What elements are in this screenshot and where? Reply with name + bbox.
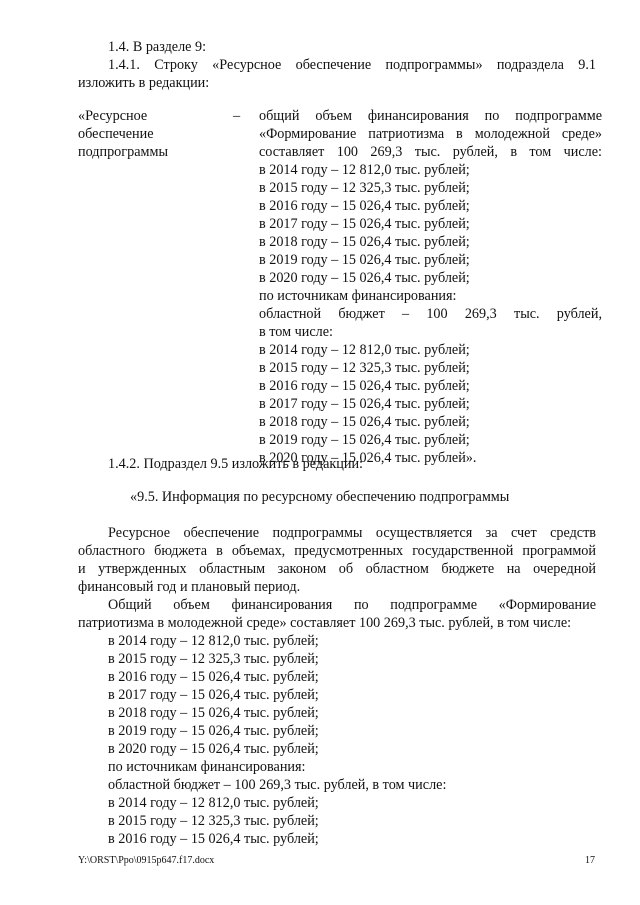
table-right-line: составляет 100 269,3 тыс. рублей, в том числе: (259, 144, 602, 160)
table-right-line: в том числе: (259, 324, 333, 340)
table-right-line: «Формирование патриотизма в молодежной среде» (259, 126, 602, 142)
table-right-line: в 2018 году – 15 026,4 тыс. рублей; (259, 234, 470, 250)
table-right-line: областной бюджет – 100 269,3 тыс. рублей, (259, 306, 602, 322)
funding-line: в 2015 году – 12 325,3 тыс. рублей; (108, 651, 319, 667)
item-1-4-1-line1: 1.4.1. Строку «Ресурсное обеспечение подпрограммы» подраздела 9.1 (108, 57, 596, 73)
table-left-line: подпрограммы (78, 144, 168, 160)
table-right-line: в 2014 году – 12 812,0 тыс. рублей; (259, 342, 470, 358)
paragraph1-line: областного бюджета в объемах, предусмотренных государственной программой (78, 543, 596, 559)
funding-line: по источникам финансирования: (108, 759, 306, 775)
paragraph2-line: патриотизма в молодежной среде» составляет 100 269,3 тыс. рублей, в том числе: (78, 615, 572, 631)
table-left-line: «Ресурсное (78, 108, 148, 124)
table-right-line: в 2017 году – 15 026,4 тыс. рублей; (259, 396, 470, 412)
funding-line: в 2018 году – 15 026,4 тыс. рублей; (108, 705, 319, 721)
table-right-line: в 2019 году – 15 026,4 тыс. рублей; (259, 432, 470, 448)
paragraph1-line: и утвержденных областным законом об областном бюджете на очередной (78, 561, 596, 577)
table-left-cell (78, 107, 208, 161)
table-right-line: в 2020 году – 15 026,4 тыс. рублей». (259, 450, 477, 466)
funding-line: в 2014 году – 12 812,0 тыс. рублей; (108, 795, 319, 811)
table-right-line: в 2014 году – 12 812,0 тыс. рублей; (259, 162, 470, 178)
table-right-line: в 2018 году – 15 026,4 тыс. рублей; (259, 414, 470, 430)
table-dash: – (233, 108, 241, 124)
table-left-line: обеспечение (78, 126, 154, 142)
footer-page-number: 17 (585, 855, 595, 866)
section-heading: 1.4. В разделе 9: (108, 39, 207, 55)
table-right-line: в 2015 году – 12 325,3 тыс. рублей; (259, 360, 470, 376)
funding-line: в 2016 году – 15 026,4 тыс. рублей; (108, 831, 319, 847)
funding-line: в 2016 году – 15 026,4 тыс. рублей; (108, 669, 319, 685)
table-right-line: в 2016 году – 15 026,4 тыс. рублей; (259, 198, 470, 214)
paragraph2-line: Общий объем финансирования по подпрограмме «Формирование (108, 597, 596, 613)
table-right-line: в 2016 году – 15 026,4 тыс. рублей; (259, 378, 470, 394)
funding-line: в 2014 году – 12 812,0 тыс. рублей; (108, 633, 319, 649)
paragraph1-line: Ресурсное обеспечение подпрограммы осуществляется за счет средств (108, 525, 596, 541)
footer-file-path: Y:\ORST\Ppo\0915p647.f17.docx (78, 855, 215, 866)
funding-line: в 2017 году – 15 026,4 тыс. рублей; (108, 687, 319, 703)
funding-line: в 2020 году – 15 026,4 тыс. рублей; (108, 741, 319, 757)
item-1-4-1-line2: изложить в редакции: (78, 75, 210, 91)
funding-line: в 2019 году – 15 026,4 тыс. рублей; (108, 723, 319, 739)
table-right-line: в 2020 году – 15 026,4 тыс. рублей; (259, 270, 470, 286)
paragraph1-line: финансовый год и плановый период. (78, 579, 301, 595)
table-right-line: по источникам финансирования: (259, 288, 457, 304)
item-1-4-2: 1.4.2. Подраздел 9.5 изложить в редакции: (108, 456, 363, 472)
funding-line: в 2015 году – 12 325,3 тыс. рублей; (108, 813, 319, 829)
subsection-title: «9.5. Информация по ресурсному обеспечению подпрограммы (130, 489, 510, 505)
table-right-line: в 2017 году – 15 026,4 тыс. рублей; (259, 216, 470, 232)
table-right-line: в 2019 году – 15 026,4 тыс. рублей; (259, 252, 470, 268)
table-right-line: общий объем финансирования по подпрограмме (259, 108, 602, 124)
table-right-line: в 2015 году – 12 325,3 тыс. рублей; (259, 180, 470, 196)
funding-line: областной бюджет – 100 269,3 тыс. рублей, в том числе: (108, 777, 447, 793)
